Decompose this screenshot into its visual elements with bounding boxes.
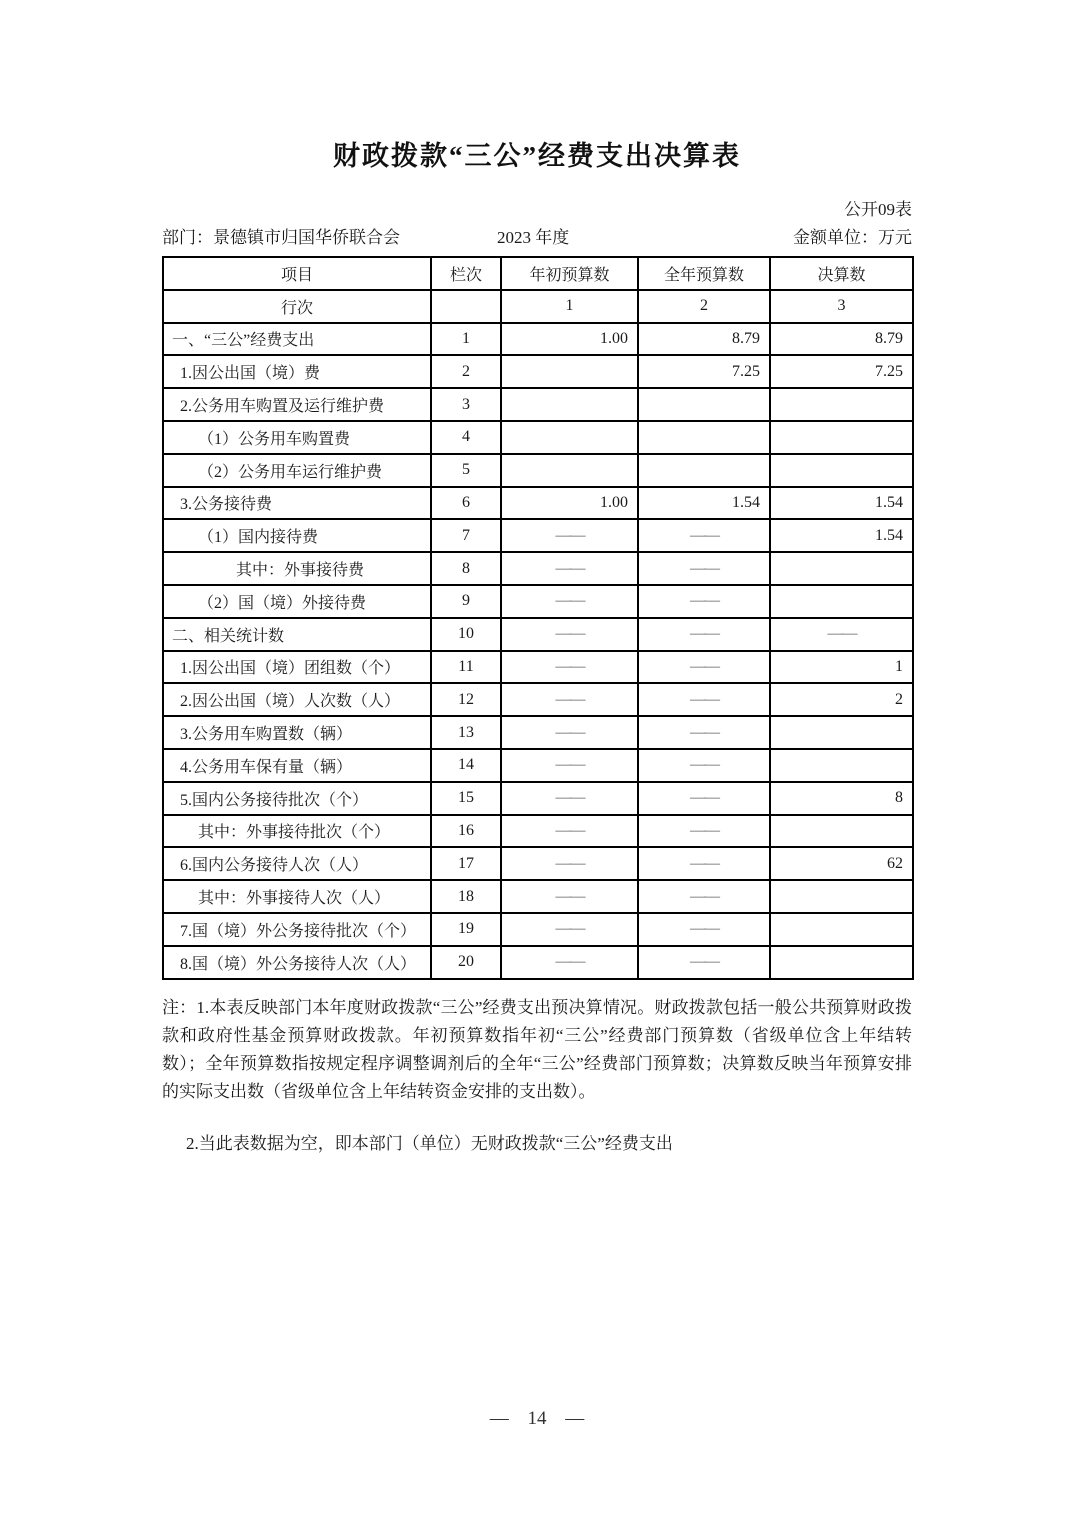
value-cell: ——: [638, 618, 770, 651]
value-cell: 1.54: [770, 519, 913, 552]
column-header: 年初预算数: [501, 257, 638, 290]
row-line-number: 13: [431, 716, 501, 749]
value-cell: ——: [638, 815, 770, 848]
table-row: [163, 519, 913, 552]
value-cell: [770, 815, 913, 848]
row-line-number: 10: [431, 618, 501, 651]
value-cell: [638, 388, 770, 421]
row-label: 1.因公出国（境）费: [163, 355, 431, 388]
column-header: 决算数: [770, 257, 913, 290]
subheader-cell: [431, 290, 501, 323]
subheader-cell: 行次: [163, 290, 431, 323]
row-line-number: 12: [431, 683, 501, 716]
table-row: [163, 683, 913, 716]
value-cell: ——: [501, 716, 638, 749]
table-row: [163, 552, 913, 585]
value-cell: ——: [501, 815, 638, 848]
value-cell: 1.54: [638, 487, 770, 520]
row-line-number: 5: [431, 454, 501, 487]
row-label: 8.国（境）外公务接待人次（人）: [163, 946, 431, 979]
table-row: [163, 880, 913, 913]
value-cell: [770, 913, 913, 946]
row-label: 5.国内公务接待批次（个）: [163, 782, 431, 815]
value-cell: ——: [501, 552, 638, 585]
value-cell: [501, 454, 638, 487]
value-cell: ——: [501, 913, 638, 946]
value-cell: 1.00: [501, 323, 638, 356]
row-line-number: 18: [431, 880, 501, 913]
row-label: （1）国内接待费: [163, 519, 431, 552]
table-row: [163, 323, 913, 356]
table-row: [163, 355, 913, 388]
value-cell: [770, 880, 913, 913]
value-cell: ——: [638, 782, 770, 815]
value-cell: ——: [638, 847, 770, 880]
subheader-cell: 2: [638, 290, 770, 323]
table-row: [163, 815, 913, 848]
row-label: 其中：外事接待人次（人）: [163, 880, 431, 913]
value-cell: 8.79: [770, 323, 913, 356]
table-row: [163, 487, 913, 520]
value-cell: 7.25: [638, 355, 770, 388]
subheader-cell: 1: [501, 290, 638, 323]
meta-row: [162, 226, 912, 250]
value-cell: ——: [638, 519, 770, 552]
value-cell: [770, 388, 913, 421]
value-cell: ——: [501, 749, 638, 782]
value-cell: ——: [501, 519, 638, 552]
column-header: 项目: [163, 257, 431, 290]
page-title: 财政拨款“三公”经费支出决算表: [333, 141, 741, 171]
fiscal-year-label: 2023 年度: [497, 228, 570, 247]
value-cell: ——: [770, 618, 913, 651]
table-row: [163, 454, 913, 487]
value-cell: ——: [638, 946, 770, 979]
table-row: [163, 782, 913, 815]
row-label: 3.公务接待费: [163, 487, 431, 520]
value-cell: [770, 585, 913, 618]
table-row: [163, 421, 913, 454]
expense-table-body: [163, 257, 913, 979]
value-cell: [770, 421, 913, 454]
value-cell: 1: [770, 651, 913, 684]
value-cell: ——: [638, 749, 770, 782]
value-cell: 8.79: [638, 323, 770, 356]
table-row: [163, 618, 913, 651]
value-cell: ——: [638, 880, 770, 913]
row-line-number: 11: [431, 651, 501, 684]
row-line-number: 1: [431, 323, 501, 356]
amount-unit-label: 金额单位：万元: [793, 228, 912, 247]
value-cell: [770, 946, 913, 979]
subheader-row: [163, 290, 913, 323]
expense-table: [162, 256, 914, 980]
row-label: 2.因公出国（境）人次数（人）: [163, 683, 431, 716]
value-cell: [770, 552, 913, 585]
row-line-number: 4: [431, 421, 501, 454]
value-cell: ——: [501, 782, 638, 815]
value-cell: 8: [770, 782, 913, 815]
value-cell: ——: [638, 585, 770, 618]
value-cell: ——: [501, 585, 638, 618]
row-line-number: 6: [431, 487, 501, 520]
value-cell: ——: [501, 651, 638, 684]
row-line-number: 7: [431, 519, 501, 552]
row-line-number: 3: [431, 388, 501, 421]
row-line-number: 8: [431, 552, 501, 585]
value-cell: [501, 421, 638, 454]
value-cell: ——: [638, 651, 770, 684]
note-2: 2.当此表数据为空，即本部门（单位）无财政拨款“三公”经费支出: [186, 1133, 673, 1153]
value-cell: 62: [770, 847, 913, 880]
value-cell: [501, 388, 638, 421]
row-label: 2.公务用车购置及运行维护费: [163, 388, 431, 421]
value-cell: ——: [638, 683, 770, 716]
table-row: [163, 913, 913, 946]
value-cell: 1.54: [770, 487, 913, 520]
subheader-cell: 3: [770, 290, 913, 323]
document-content: [162, 195, 912, 1158]
value-cell: ——: [638, 913, 770, 946]
row-line-number: 14: [431, 749, 501, 782]
table-row: [163, 716, 913, 749]
row-line-number: 15: [431, 782, 501, 815]
row-label: 其中：外事接待费: [163, 552, 431, 585]
table-row: [163, 388, 913, 421]
row-label: （2）公务用车运行维护费: [163, 454, 431, 487]
row-label: 1.因公出国（境）团组数（个）: [163, 651, 431, 684]
value-cell: ——: [501, 618, 638, 651]
row-label: 7.国（境）外公务接待批次（个）: [163, 913, 431, 946]
value-cell: 1.00: [501, 487, 638, 520]
value-cell: [638, 454, 770, 487]
table-row: [163, 946, 913, 979]
row-line-number: 19: [431, 913, 501, 946]
table-row: [163, 749, 913, 782]
column-header: 全年预算数: [638, 257, 770, 290]
value-cell: [638, 421, 770, 454]
value-cell: ——: [501, 946, 638, 979]
value-cell: ——: [501, 683, 638, 716]
row-label: 6.国内公务接待人次（人）: [163, 847, 431, 880]
value-cell: [501, 355, 638, 388]
value-cell: ——: [501, 847, 638, 880]
row-line-number: 2: [431, 355, 501, 388]
row-line-number: 17: [431, 847, 501, 880]
table-row: [163, 651, 913, 684]
value-cell: [770, 454, 913, 487]
row-line-number: 20: [431, 946, 501, 979]
row-label: 3.公务用车购置数（辆）: [163, 716, 431, 749]
row-line-number: 9: [431, 585, 501, 618]
department-label: 部门：景德镇市归国华侨联合会: [162, 228, 400, 247]
form-code: 公开09表: [844, 200, 912, 219]
row-label: 4.公务用车保有量（辆）: [163, 749, 431, 782]
row-label: （1）公务用车购置费: [163, 421, 431, 454]
value-cell: [770, 749, 913, 782]
row-label: 一、“三公”经费支出: [163, 323, 431, 356]
value-cell: [770, 716, 913, 749]
row-label: （2）国（境）外接待费: [163, 585, 431, 618]
value-cell: ——: [638, 716, 770, 749]
value-cell: ——: [638, 552, 770, 585]
value-cell: ——: [501, 880, 638, 913]
header-row: [163, 257, 913, 290]
column-header: 栏次: [431, 257, 501, 290]
value-cell: 2: [770, 683, 913, 716]
row-label: 二、相关统计数: [163, 618, 431, 651]
table-row: [163, 847, 913, 880]
value-cell: 7.25: [770, 355, 913, 388]
page-number: — 14 —: [489, 1408, 585, 1429]
row-line-number: 16: [431, 815, 501, 848]
row-label: 其中：外事接待批次（个）: [163, 815, 431, 848]
note-1: 注：1.本表反映部门本年度财政拨款“三公”经费支出预决算情况。财政拨款包括一般公共预算财政拨款和政府性基金预算财政拨款。年初预算数指年初“三公”经费部门预算数（省级单位含上年结转数）；全年预算数指按规定程序调整调剂后的全年“三公”经费部门预算数；决算数反映当年预算安排的实际支出数（省级单位含上年结转资金安排的支出数）。: [162, 997, 912, 1101]
table-row: [163, 585, 913, 618]
